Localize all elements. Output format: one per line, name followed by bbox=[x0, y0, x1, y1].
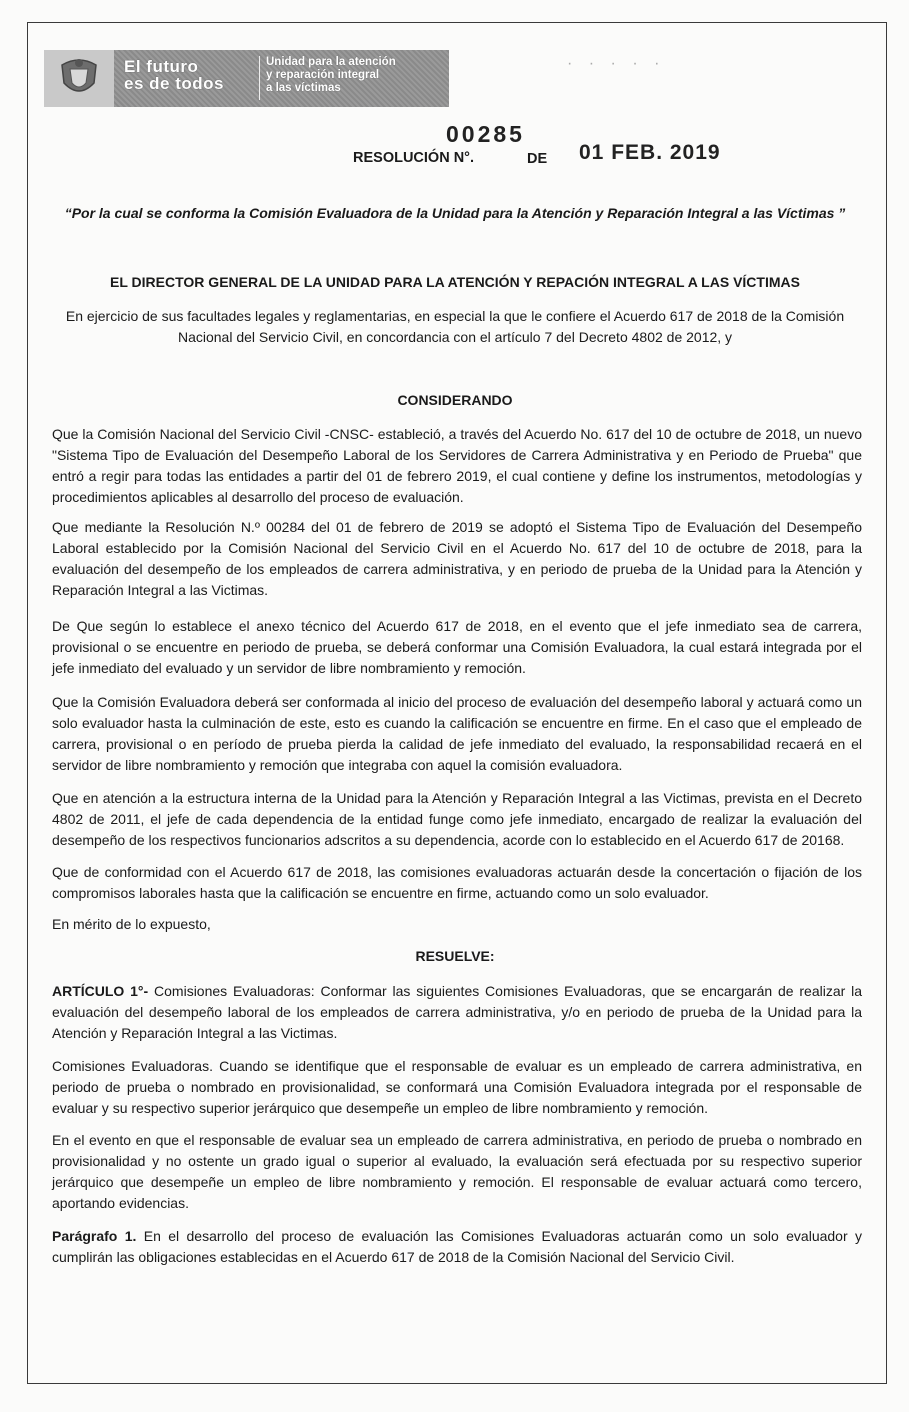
coat-of-arms-logo bbox=[44, 50, 114, 107]
unit-name-line-1: Unidad para la atención bbox=[266, 56, 396, 68]
considerando-paragraph-2: Que mediante la Resolución N.º 00284 del 01 de febrero de 2019 se adoptó el Sistema Tipo de Evaluación del Desempeño Laboral establecido por la Comisión Nacional del Servicio Civil en el Acuerdo No. 617 del 10 de octubre de 2018, para la evaluación del desempeño de los empleados de carrera administrativa, y en periodo de prueba de la Unidad para la Atención y Reparación Integral a las Victimas. bbox=[52, 519, 862, 598]
banner-divider bbox=[259, 56, 260, 100]
articulo-1-text: Comisiones Evaluadoras: Conformar las siguientes Comisiones Evaluadoras, que se encargarán de realizar la evaluación del desempeño laboral de los empleados de carrera administrativa, y/o en periodo de prueba de la Unidad para la Atención y Reparación Integral a las Victimas. bbox=[52, 983, 863, 1041]
slogan bbox=[124, 58, 284, 92]
resuelve-paragraph-1: Comisiones Evaluadoras. Cuando se identifique que el responsable de evaluar es un empleado de carrera administrativa, en periodo de prueba o nombrado en provisionalidad, se conformará una Comisión Evaluadora integrada por el responsable de evaluar y su respectivo superior jerárquico que desempeñe un empleo de libre nombramiento y remoción. bbox=[52, 1058, 862, 1116]
powers-paragraph: En ejercicio de sus facultades legales y reglamentarias, en especial la que le confiere el Acuerdo 617 de 2018 de la Comisión Nacional del Servicio Civil, en concordancia con el artículo 7 del Decreto 4802 de 2012, y bbox=[65, 308, 845, 345]
resuelve-heading: RESUELVE: bbox=[415, 948, 495, 964]
header-banner bbox=[44, 50, 449, 107]
slogan-line-2: es de todos bbox=[124, 74, 224, 93]
paragrafo-1-text: En el desarrollo del proceso de evaluación las Comisiones Evaluadoras actuarán como un solo evaluador y cumplirán las obligaciones establecidas en el Acuerdo 617 de 2018 de la Comisión Nacional del Servicio Civil. bbox=[52, 1228, 862, 1265]
resuelve-paragraph-2: En el evento en que el responsable de evaluar sea un empleado de carrera administrativa, en periodo de prueba o nombrado en provisionalidad y no ostente un grado igual o superior al evaluado, la evaluación será efectuada por su respectivo superior jerárquico que desempeñe un empleo de libre nombramiento y remoción. El responsable de evaluar actuará como tercero, aportando evidencias. bbox=[52, 1132, 862, 1211]
articulo-1-label: ARTÍCULO 1°- bbox=[52, 983, 149, 999]
faint-stamp-mark: · · · · · bbox=[567, 55, 666, 72]
paragrafo-1-label: Parágrafo 1. bbox=[52, 1228, 137, 1244]
considerando-paragraph-6: Que de conformidad con el Acuerdo 617 de 2018, las comisiones evaluadoras actuarán desde la concertación o fijación de los compromisos laborales hasta que la calificación se encuentre en firme, actuando como un solo evaluador. bbox=[52, 864, 862, 901]
considerando-paragraph-7: En mérito de lo expuesto, bbox=[52, 916, 211, 932]
considerando-paragraph-4: Que la Comisión Evaluadora deberá ser conformada al inicio del proceso de evaluación del desempeño laboral y actuará como un solo evaluador hasta la culminación de este, esto es cuando la calificación se encuentre en firme. En el caso que el empleado de carrera, provisional o en período de prueba pierda la calidad de jefe inmediato del evaluado, la responsabilidad recaerá en el servidor de libre nombramiento y remoción que integraba con aquel la comisión evaluadora. bbox=[52, 694, 862, 773]
considerando-paragraph-3: De Que según lo establece el anexo técnico del Acuerdo 617 de 2018, en el evento que el jefe inmediato sea de carrera, provisional o se encuentre en periodo de prueba, se deberá conformar una Comisión Evaluadora, la cual estará integrada por el jefe inmediato del evaluado y un servidor de libre nombramiento y remoción. bbox=[52, 618, 862, 676]
considerando-paragraph-1: Que la Comisión Nacional del Servicio Civil -CNSC- estableció, a través del Acuerdo No. 617 del 10 de octubre de 2018, un nuevo "Sistema Tipo de Evaluación del Desempeño Laboral de los Servidores de Carrera Administrativa y en Periodo de Prueba" que entró a regir para todas las entidades a partir del 01 de febrero 2019, el cual contiene y define los instrumentos, metodologías y procedimientos aplicables al desarrollo del proceso de evaluación. bbox=[52, 426, 862, 505]
resolution-label: RESOLUCIÓN N°. bbox=[353, 150, 474, 166]
document-title: “Por la cual se conforma la Comisión Evaluadora de la Unidad para la Atención y Reparación Integral a las Víctimas ” bbox=[64, 205, 846, 221]
slogan-line-1: El futuro bbox=[124, 57, 199, 76]
articulo-1-paragraph bbox=[52, 981, 862, 1044]
unit-name-line-2: y reparación integral bbox=[266, 69, 380, 81]
unit-name-line-3: a las víctimas bbox=[266, 82, 341, 94]
resolution-date: 01 FEB. 2019 bbox=[579, 141, 721, 164]
director-heading: EL DIRECTOR GENERAL DE LA UNIDAD PARA LA ATENCIÓN Y REPACIÓN INTEGRAL A LAS VÍCTIMAS bbox=[110, 274, 800, 290]
considerando-paragraph-5: Que en atención a la estructura interna de la Unidad para la Atención y Reparación Integral a las Victimas, prevista en el Decreto 4802 de 2011, el jefe de cada dependencia de la entidad funge como jefe inmediato, encargado de realizar la evaluación del desempeño de los respectivos funcionarios adscritos a su dependencia, acorde con lo establecido en el Acuerdo 617 de 20168. bbox=[52, 790, 862, 848]
resolution-de-label: DE bbox=[527, 151, 548, 167]
unit-name bbox=[266, 56, 449, 95]
paragrafo-1-paragraph bbox=[52, 1226, 862, 1268]
resolution-number: 00285 bbox=[446, 121, 525, 147]
considerando-heading: CONSIDERANDO bbox=[397, 392, 513, 408]
